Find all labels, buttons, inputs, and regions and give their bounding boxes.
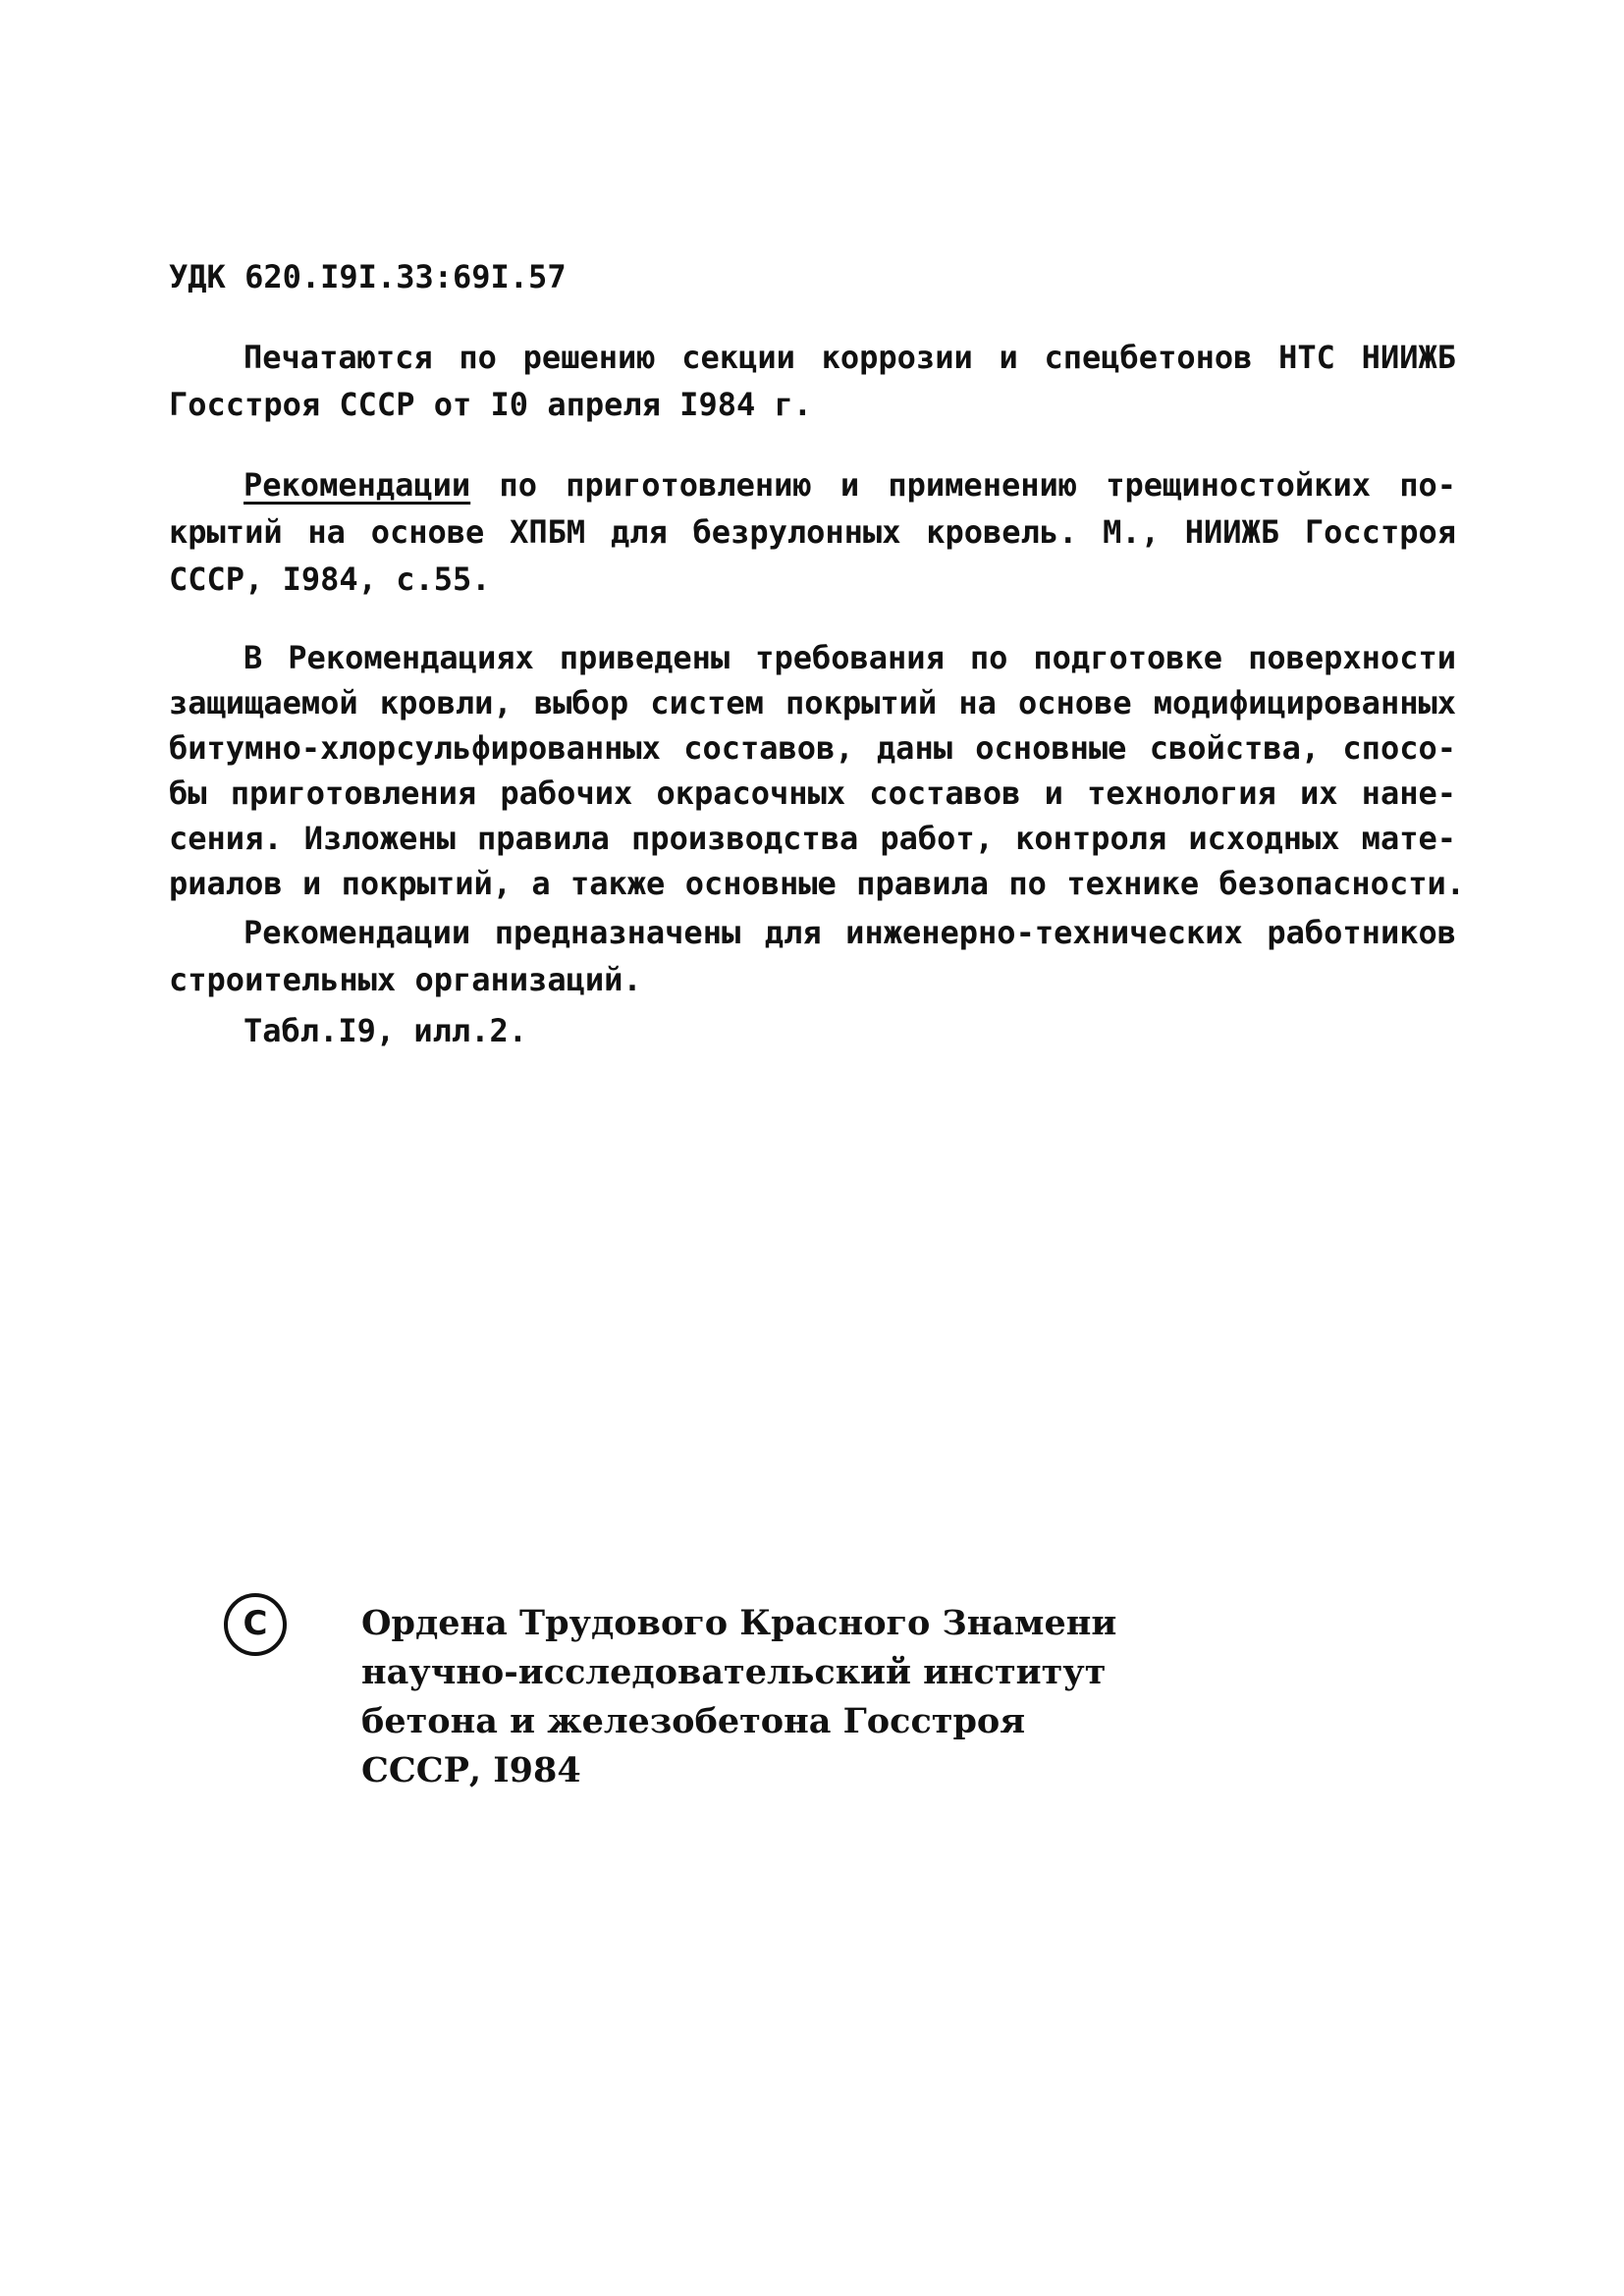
copyright-icon: С (224, 1593, 287, 1656)
abstract-line-7: Рекомендации предназначены для инженерно-технических работников (244, 914, 1456, 951)
citation-line-3: СССР, I984, с.55. (169, 561, 491, 598)
abstract-line-5: сения. Изложены правила производства работ, контроля исходных мате- (169, 820, 1456, 857)
abstract-line-2: защищаемой кровли, выбор систем покрытий на основе модифицированных (169, 684, 1456, 721)
printed-by-line-1: Печатаются по решению секции коррозии и спецбетонов НТС НИИЖБ (244, 339, 1456, 376)
printed-by-line-2: Госстроя СССР от I0 апреля I984 г. (169, 386, 813, 423)
publisher-line-1: Ордена Трудового Красного Знамени (361, 1603, 1117, 1643)
publisher-line-4: СССР, I984 (361, 1750, 581, 1790)
abstract-line-1: В Рекомендациях приведены требования по подготовке поверхности (244, 639, 1456, 676)
citation-line-2: крытий на основе ХПБМ для безрулонных кровель. М., НИИЖБ Госстроя (169, 513, 1456, 551)
abstract-line-4: бы приготовления рабочих окрасочных составов и технология их нане- (169, 774, 1456, 812)
table-illustration-count: Табл.I9, илл.2. (244, 1012, 527, 1049)
citation-line-1-rest: по приготовлению и применению трещиностойких по- (499, 466, 1457, 504)
abstract-line-8: строительных организаций. (169, 961, 642, 998)
citation-title-word: Рекомендации (244, 466, 471, 504)
udk-code: УДК 620.I9I.33:69I.57 (169, 258, 567, 295)
abstract-line-3: битумно-хлорсульфированных составов, даны основные свойства, спосо- (169, 729, 1456, 767)
publisher-line-3: бетона и железобетона Госстроя (361, 1701, 1026, 1741)
citation-line-1 (244, 465, 1456, 505)
abstract-line-6: риалов и покрытий, а также основные правила по технике безопасности. (169, 865, 1465, 902)
publisher-line-2: научно-исследовательский институт (361, 1652, 1107, 1692)
